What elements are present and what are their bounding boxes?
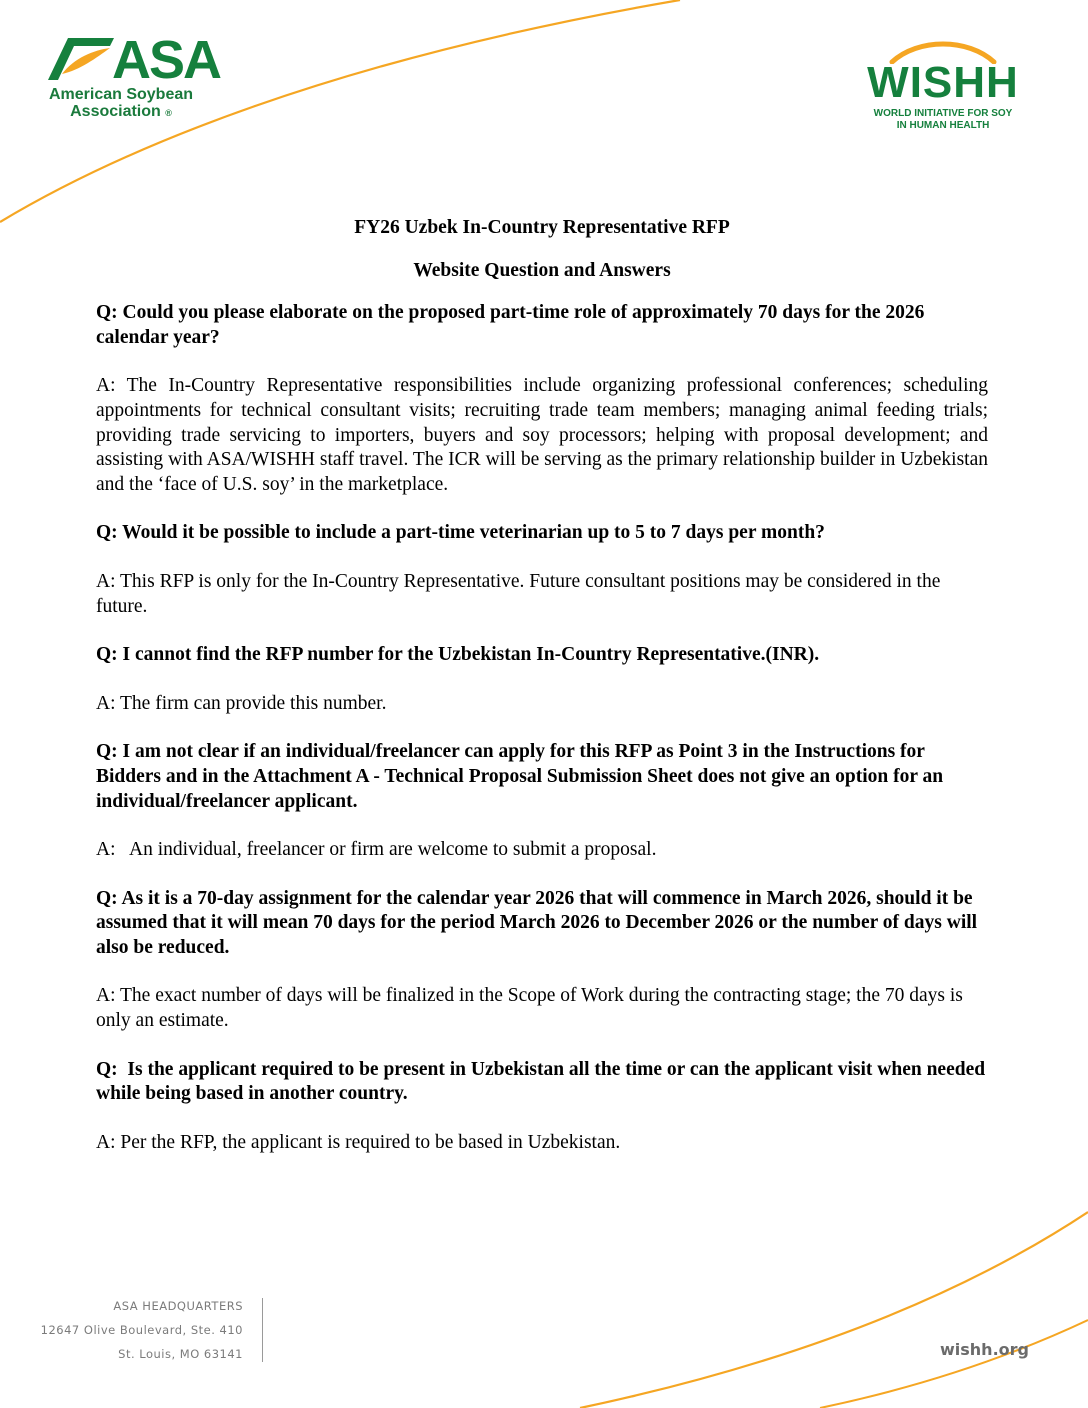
- footer-address-line2: 12647 Olive Boulevard, Ste. 410: [40, 1323, 243, 1337]
- question-4: Q: I am not clear if an individual/freelancer can apply for this RFP as Point 3 in the Instructions for Bidders and in the Attachment A - Technical Proposal Submission Sheet does not give an option for an individual/freelancer applicant.: [96, 741, 944, 812]
- question-1: Q: Could you please elaborate on the proposed part-time role of approximately 70 days for the 2026 calendar year?: [96, 302, 925, 348]
- footer-address: [40, 1294, 243, 1366]
- footer-website-link[interactable]: wishh.org: [940, 1340, 1029, 1359]
- asa-logo-name-line1: American Soybean: [48, 86, 194, 103]
- answer-6: A: Per the RFP, the applicant is required to be based in Uzbekistan.: [96, 1131, 621, 1153]
- registered-mark: ®: [165, 108, 172, 118]
- document-title: FY26 Uzbek In-Country Representative RFP: [354, 217, 730, 238]
- question-3: Q: I cannot find the RFP number for the Uzbekistan In-Country Representative.(INR).: [96, 644, 820, 666]
- answer-4: A: An individual, freelancer or firm are welcome to submit a proposal.: [96, 839, 657, 861]
- question-6: Q: Is the applicant required to be present in Uzbekistan all the time or can the applicant visit when needed while being based in another country.: [96, 1058, 990, 1105]
- wishh-logo: [858, 36, 1028, 136]
- wishh-logo-tagline: WORLD INITIATIVE FOR SOY IN HUMAN HEALTH: [873, 108, 1013, 131]
- asa-logo-name: [36, 86, 206, 122]
- question-5: Q: As it is a 70-day assignment for the calendar year 2026 that will commence in March 2026, should it be assumed that it will mean 70 days for the period March 2026 to December 2026 or the number of days will also be reduced.: [96, 887, 978, 958]
- footer-address-line1: ASA HEADQUARTERS: [113, 1299, 243, 1313]
- answer-2: A: This RFP is only for the In-Country Representative. Future consultant positions may be considered in the future.: [96, 570, 941, 617]
- document-body: [96, 212, 988, 1155]
- asa-logo-name-line2: Association ®: [70, 103, 172, 120]
- footer-address-line3: St. Louis, MO 63141: [118, 1347, 243, 1361]
- document-subtitle: Website Question and Answers: [413, 259, 671, 281]
- asa-logo-letters: ASA: [112, 30, 221, 90]
- asa-leaf-mark: [44, 36, 114, 84]
- wishh-logo-word: WISHH: [867, 58, 1019, 107]
- question-2: Q: Would it be possible to include a part-time veterinarian up to 5 to 7 days per month?: [96, 522, 825, 544]
- answer-1: A: The In-Country Representative responsibilities include organizing professional conferences; scheduling appointments for technical consultant visits; recruiting trade team members; managing animal feeding trials; providing trade servicing to importers, buyers and soy processors; helping with proposal development; and assisting with ASA/WISHH staff travel. The ICR will be serving as the primary relationship builder in Uzbekistan and the ‘face of U.S. soy’ in the marketplace.: [96, 375, 988, 495]
- answer-3: A: The firm can provide this number.: [96, 692, 387, 714]
- footer-divider: [262, 1298, 263, 1362]
- asa-logo: [36, 30, 221, 126]
- answer-5: A: The exact number of days will be finalized in the Scope of Work during the contracting stage; the 70 days is only an estimate.: [96, 985, 963, 1032]
